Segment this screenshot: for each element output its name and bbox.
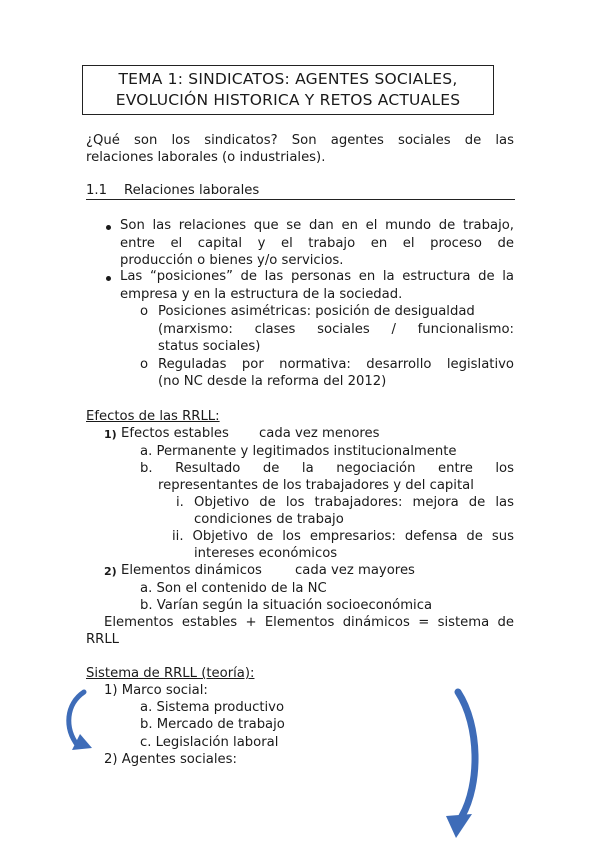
efectos-heading: Efectos de las RRLL: — [86, 409, 220, 424]
sistema-heading: Sistema de RRLL (teoría): — [86, 666, 255, 681]
efectos-summary-line-1: Elementos estables + Elementos dinámicos = sistema de — [104, 615, 514, 630]
efectos-2a: a. Son el contenido de la NC — [140, 581, 327, 596]
efectos-item-1-number: 1) — [104, 428, 117, 441]
efectos-1ii-line-1: ii. Objetivo de los empresarios: defensa de sus — [172, 529, 514, 544]
bullet-dot — [106, 276, 111, 281]
efectos-item-2-label: Elementos dinámicos — [121, 563, 262, 578]
sub-1-line-1: Posiciones asimétricas: posición de desigualdad — [158, 304, 475, 319]
efectos-1i-line-2: condiciones de trabajo — [194, 512, 344, 527]
title-line-1: TEMA 1: SINDICATOS: AGENTES SOCIALES, — [118, 70, 458, 88]
bullet-1-line-2: entre el capital y el trabajo en el proceso de — [120, 236, 514, 251]
sub-1-line-3: status sociales) — [158, 339, 261, 354]
efectos-item-1-note: cada vez menores — [259, 426, 380, 441]
efectos-1ii-line-2: intereses económicos — [194, 546, 338, 561]
efectos-1b-line-2: representantes de los trabajadores y del capital — [158, 478, 474, 493]
efectos-1b-line-1: b. Resultado de la negociación entre los — [140, 461, 514, 476]
curved-arrow-right-icon — [436, 684, 486, 840]
sub-bullet-marker: o — [140, 357, 149, 372]
bullet-2-line-2: empresa y en la estructura de la sociedad. — [120, 287, 403, 302]
efectos-1i-line-1: i. Objetivo de los trabajadores: mejora de las — [176, 495, 514, 510]
efectos-summary-line-2: RRLL — [86, 632, 120, 647]
efectos-item-1-label: Efectos estables — [121, 426, 229, 441]
efectos-2b: b. Varían según la situación socioeconómica — [140, 598, 433, 613]
sistema-item-1: 1) Marco social: — [104, 683, 208, 698]
title-line-2: EVOLUCIÓN HISTORICA Y RETOS ACTUALES — [115, 91, 461, 109]
sub-2-line-2: (no NC desde la reforma del 2012) — [158, 374, 387, 389]
sistema-1a: a. Sistema productivo — [140, 700, 285, 715]
bullet-dot — [106, 225, 111, 230]
sistema-1b: b. Mercado de trabajo — [140, 717, 285, 732]
section-underline — [86, 199, 515, 200]
bullet-1-line-1: Son las relaciones que se dan en el mundo de trabajo, — [120, 218, 514, 233]
section-number: 1.1 — [86, 183, 107, 198]
sistema-item-2: 2) Agentes sociales: — [104, 752, 237, 767]
intro-line-1: ¿Qué son los sindicatos? Son agentes sociales de las — [86, 133, 514, 148]
bullet-2-line-1: Las “posiciones” de las personas en la estructura de la — [120, 269, 514, 284]
sub-bullet-marker: o — [140, 304, 149, 319]
efectos-1a: a. Permanente y legitimados institucionalmente — [140, 444, 457, 459]
efectos-item-2-number: 2) — [104, 565, 117, 578]
title-box — [82, 65, 494, 115]
sistema-1c: c. Legislación laboral — [140, 735, 279, 750]
sub-1-line-2: (marxismo: clases sociales / funcionalismo: — [158, 322, 514, 337]
section-heading: Relaciones laborales — [124, 183, 260, 198]
sub-2-line-1: Reguladas por normativa: desarrollo legislativo — [158, 357, 514, 372]
efectos-item-2-note: cada vez mayores — [295, 563, 415, 578]
intro-line-2: relaciones laborales (o industriales). — [86, 150, 326, 165]
curved-arrow-left-icon — [62, 688, 102, 760]
bullet-1-line-3: producción o bienes y/o servicios. — [120, 253, 344, 268]
